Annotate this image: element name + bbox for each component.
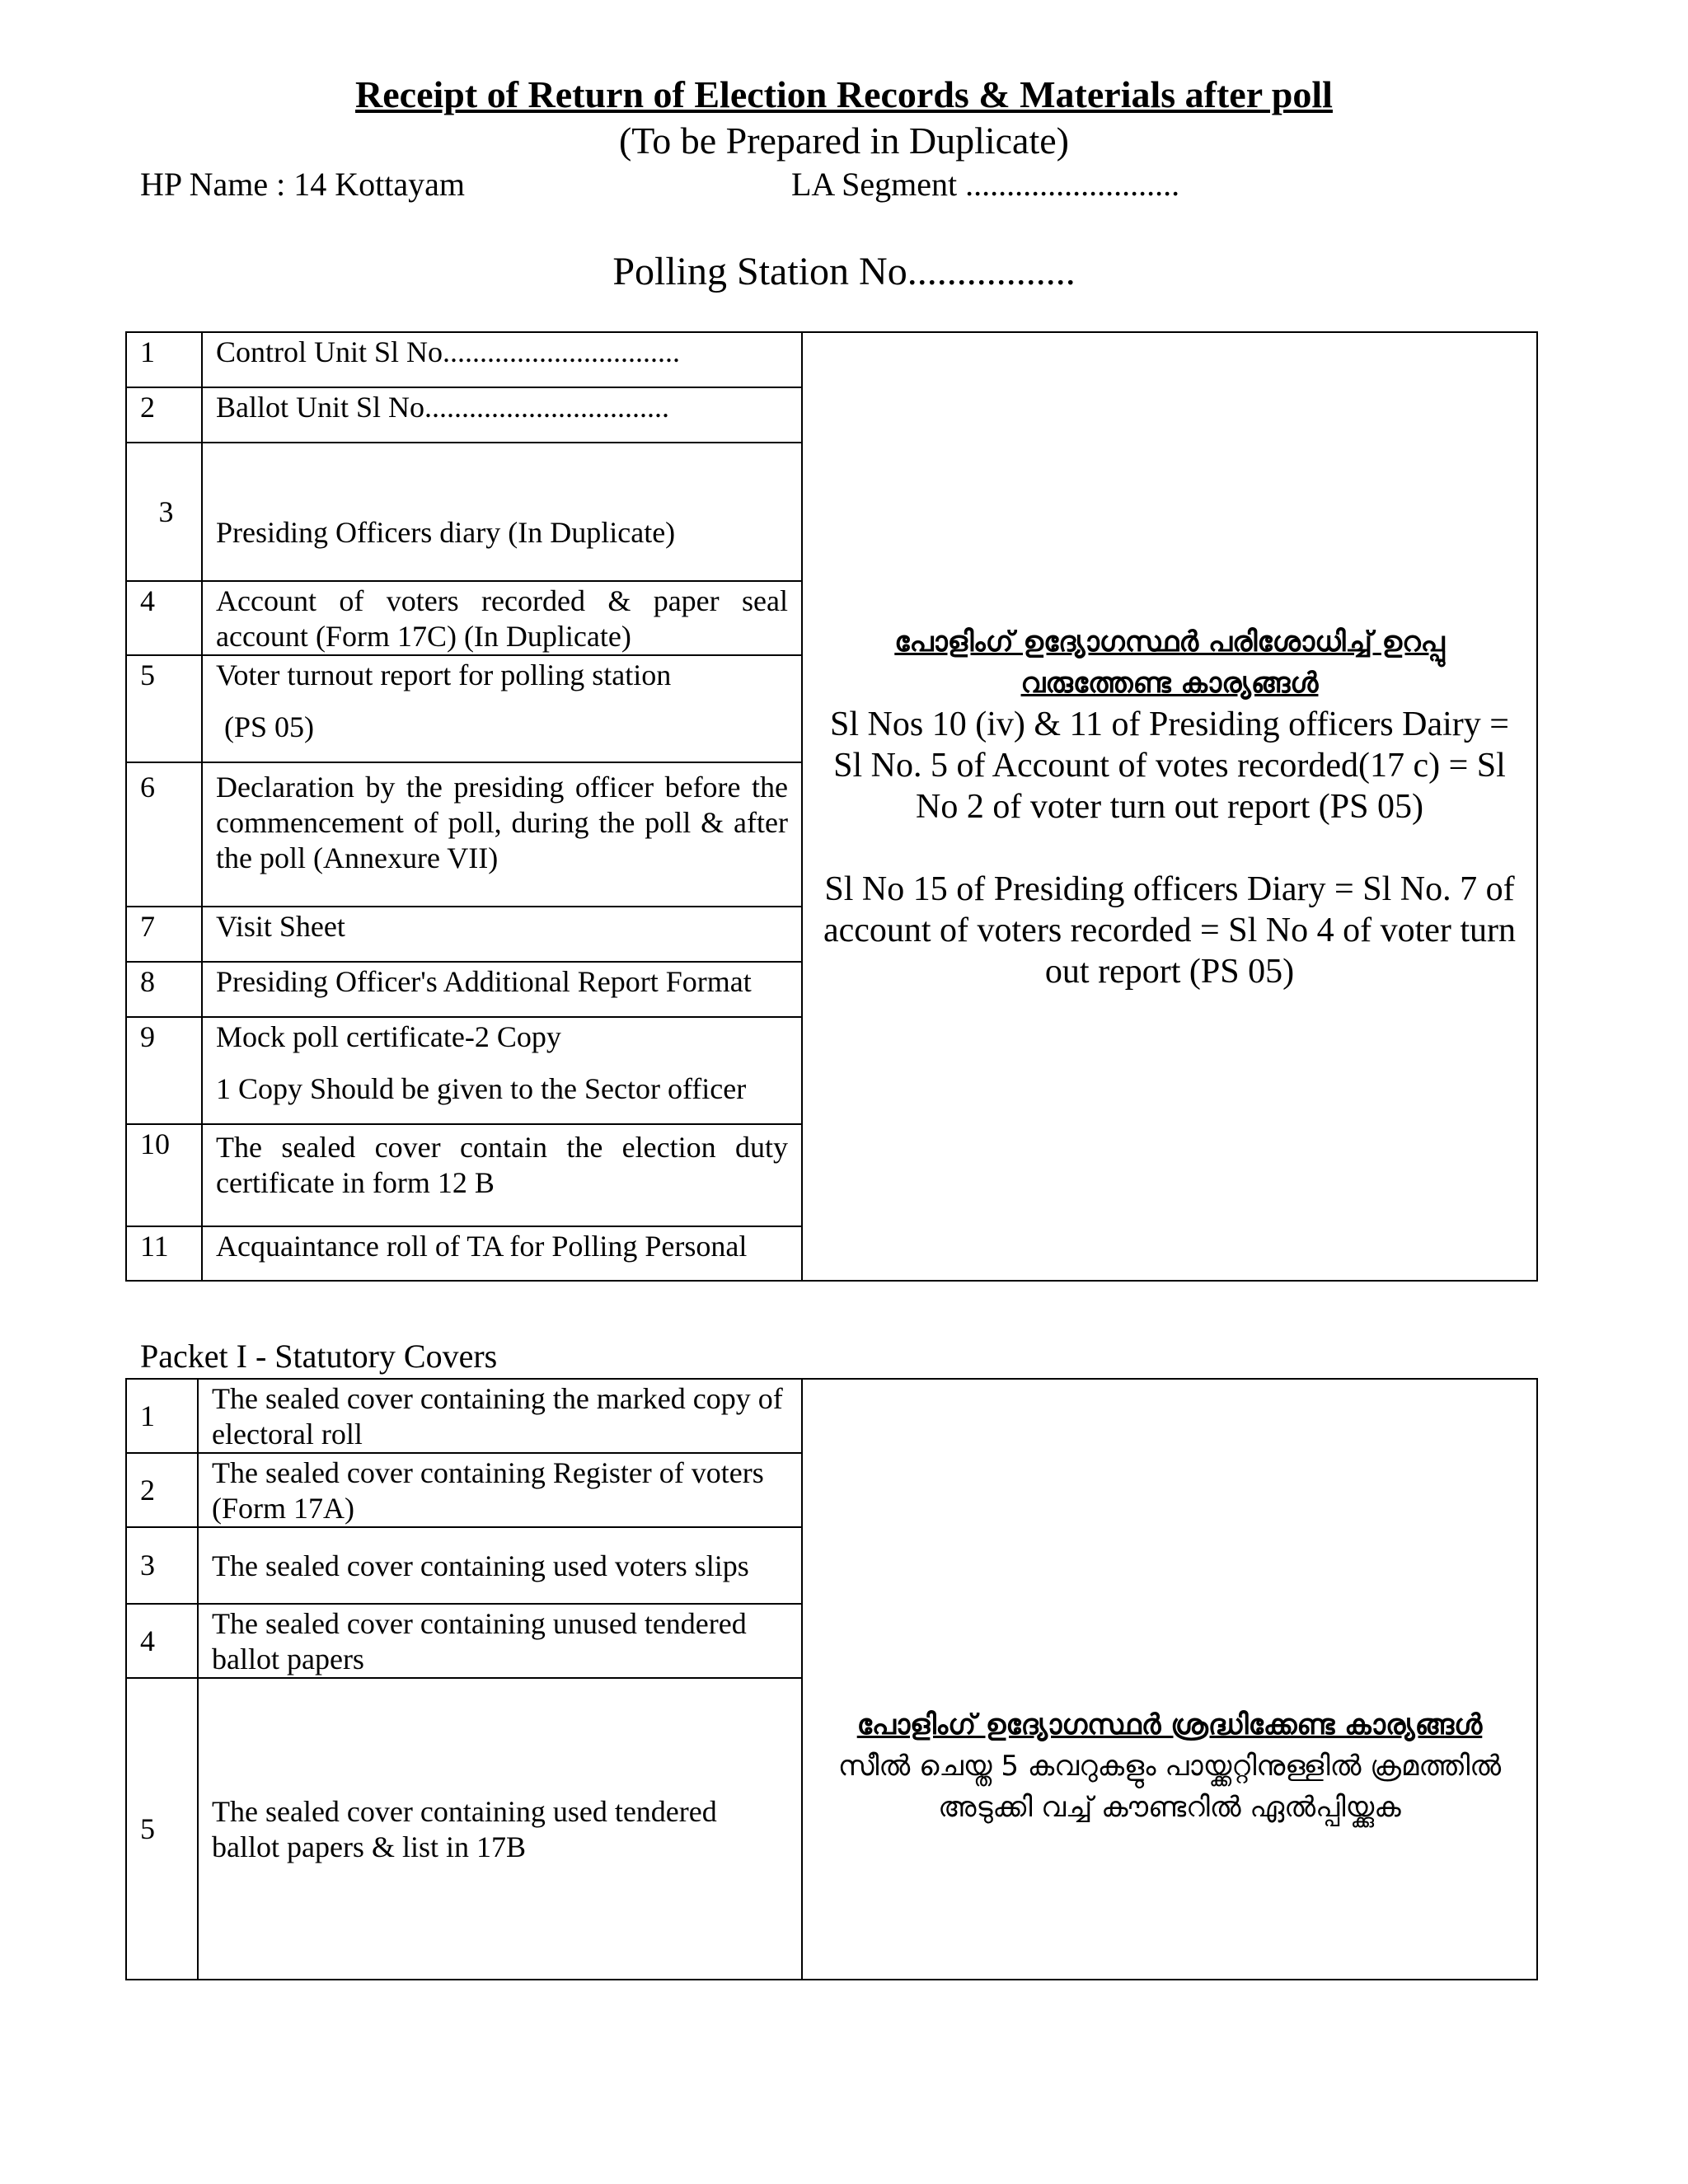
row-number: 1 bbox=[126, 332, 202, 387]
row-number: 11 bbox=[126, 1226, 202, 1281]
row-text: Acquaintance roll of TA for Polling Personal bbox=[202, 1226, 802, 1281]
row-text: Control Unit Sl No................................ bbox=[202, 332, 802, 387]
records-table bbox=[125, 331, 1538, 1282]
polling-station-no: Polling Station No................. bbox=[612, 250, 1076, 293]
row-number: 8 bbox=[126, 962, 202, 1017]
row-number: 1 bbox=[126, 1379, 198, 1453]
row-number: 2 bbox=[126, 387, 202, 443]
row-number: 5 bbox=[126, 1678, 198, 1980]
row-text-line1: Mock poll certificate-2 Copy bbox=[216, 1020, 561, 1053]
row-text-line2: (PS 05) bbox=[224, 710, 315, 743]
row-number: 4 bbox=[126, 581, 202, 655]
packet-title: Packet I - Statutory Covers bbox=[140, 1338, 498, 1375]
row-text: Visit Sheet bbox=[202, 907, 802, 962]
document-title: Receipt of Return of Election Records & Materials after poll bbox=[355, 73, 1333, 115]
table-row bbox=[126, 332, 1537, 387]
row-text: Ballot Unit Sl No................................. bbox=[202, 387, 802, 443]
row-number: 5 bbox=[126, 655, 202, 762]
row-text bbox=[202, 1017, 802, 1124]
hp-name: HP Name : 14 Kottayam bbox=[140, 166, 466, 203]
row-number: 9 bbox=[126, 1017, 202, 1124]
packet-table bbox=[125, 1378, 1538, 1980]
row-text: Presiding Officers diary (In Duplicate) bbox=[202, 443, 802, 581]
row-text-line2: 1 Copy Should be given to the Sector officer bbox=[216, 1072, 747, 1105]
document-subtitle: (To be Prepared in Duplicate) bbox=[618, 120, 1069, 162]
row-text: Account of voters recorded & paper seal account (Form 17C) (In Duplicate) bbox=[202, 581, 802, 655]
packet-notes-heading: പോളിംഗ് ഉദ്യോഗസ്ഥർ ശ്രദ്ധിക്കേണ്ട കാര്യങ്ങൾ bbox=[856, 1708, 1483, 1741]
row-number: 3 bbox=[126, 443, 202, 581]
row-text: Presiding Officer's Additional Report Format bbox=[202, 962, 802, 1017]
records-notes-heading: പോളിംഗ് ഉദ്യോഗസ്ഥർ പരിശോധിച്ച് ഉറപ്പു വരുത്തേണ്ട കാര്യങ്ങൾ bbox=[894, 625, 1445, 700]
row-text: The sealed cover contain the election duty certificate in form 12 B bbox=[202, 1124, 802, 1226]
packet-notes-body: സീൽ ചെയ്ത 5 കവറുകളും പായ്ക്കറ്റിനുള്ളിൽ ക്രമത്തിൽ അടുക്കി വച്ച് കൗണ്ടറിൽ ഏൽപ്പിയ്ക്കുക bbox=[837, 1749, 1502, 1824]
la-segment: LA Segment .......................... bbox=[791, 166, 1180, 203]
records-notes bbox=[802, 332, 1537, 1281]
row-number: 10 bbox=[126, 1124, 202, 1226]
records-note-1: Sl Nos 10 (iv) & 11 of Presiding officers Dairy = Sl No. 5 of Account of votes recorded(17 c) = Sl No 2 of voter turn out report (PS 05) bbox=[830, 705, 1509, 826]
row-number: 6 bbox=[126, 762, 202, 907]
table-row bbox=[126, 1379, 1537, 1453]
row-number: 4 bbox=[126, 1604, 198, 1678]
row-number: 7 bbox=[126, 907, 202, 962]
records-note-2: Sl No 15 of Presiding officers Diary = Sl No. 7 of account of voters recorded = Sl No 4 of voter turn out report (PS 05) bbox=[823, 869, 1517, 991]
row-text: Declaration by the presiding officer before the commencement of poll, during the poll & after the poll (Annexure VII) bbox=[202, 762, 802, 907]
row-number: 2 bbox=[126, 1453, 198, 1527]
row-text: The sealed cover containing the marked copy of electoral roll bbox=[198, 1379, 802, 1453]
row-number: 3 bbox=[126, 1527, 198, 1604]
row-text bbox=[202, 655, 802, 762]
row-text: The sealed cover containing used tendered ballot papers & list in 17B bbox=[198, 1678, 802, 1980]
row-text: The sealed cover containing unused tendered ballot papers bbox=[198, 1604, 802, 1678]
row-text-line1: Voter turnout report for polling station bbox=[216, 658, 672, 691]
row-text: The sealed cover containing Register of voters (Form 17A) bbox=[198, 1453, 802, 1527]
row-text: The sealed cover containing used voters slips bbox=[198, 1527, 802, 1604]
packet-notes bbox=[802, 1379, 1537, 1980]
